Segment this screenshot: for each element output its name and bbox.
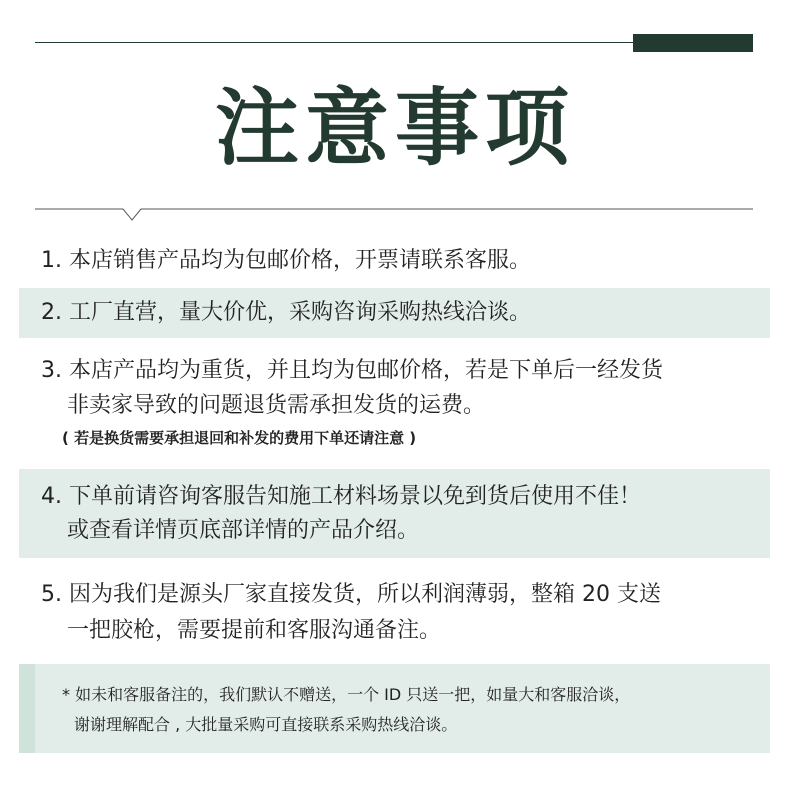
top-accent-bar [633,34,753,52]
top-divider-line [35,42,633,43]
notice-item-4-line-1: 4. 下单前请咨询客服告知施工材料场景以免到货后使用不佳！ [41,484,641,509]
notice-item-5-line-1: 5. 因为我们是源头厂家直接发货，所以利润薄弱，整箱 20 支送 [41,582,661,607]
notice-item-1-line-1: 1. 本店销售产品均为包邮价格，开票请联系客服。 [41,248,531,273]
page-title: 注意事项 [214,79,575,177]
notice-item-3 [19,350,770,460]
notice-item-3-note: ( 若是换货需要承担退回和补发的费用下单还请注意 ) [62,429,417,447]
notice-item-2-line-1: 2. 工厂直营，量大价优，采购咨询采购热线洽谈。 [41,300,531,325]
notice-item-5-line-2: 一把胶枪，需要提前和客服沟通备注。 [67,618,442,643]
notice-item-4-line-2: 或查看详情页底部详情的产品介绍。 [67,518,420,543]
notice-item-3-line-2: 非卖家导致的问题退货需承担发货的运费。 [67,393,486,418]
notice-item-4 [19,469,770,558]
footer-note-accent-bar [19,664,35,753]
footer-note-line-2: 谢谢理解配合 , 大批量采购可直接联系采购热线洽谈。 [74,715,458,734]
notice-item-2 [19,288,770,338]
footer-note-line-1: * 如未和客服备注的，我们默认不赠送，一个 ID 只送一把，如量大和客服洽谈， [62,685,631,704]
notice-item-3-line-1: 3. 本店产品均为重货，并且均为包邮价格，若是下单后一经发货 [41,358,663,383]
notice-item-5 [19,570,770,655]
notice-item-1 [19,240,770,284]
title-separator [35,208,753,222]
footer-note-box [19,664,770,753]
